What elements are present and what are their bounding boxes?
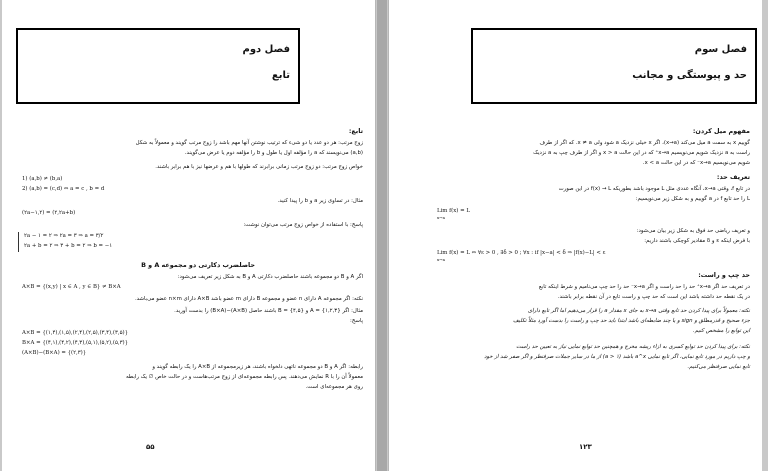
- text-line: روی هر مجموعه‌ای است.: [305, 384, 363, 390]
- formula-line: ۲a + b = ۲ ⇒ ۳ + b = ۲ ⇒ b = −۱: [24, 243, 113, 249]
- text-line: معمولاً آن را با R نمایش می‌دهند. پس رابطه مجموعه‌ای از زوج مرتب‌هاست و در حالت خاص ∅ یک رابطه: [126, 374, 363, 380]
- formula-line: B×A = {(۴,۱),(۴,۲),(۴,۳),(۵,۱),(۵,۲),(۵,۳)}: [22, 340, 129, 346]
- formula-subscript: x→a: [437, 215, 445, 220]
- right-page: [388, 0, 762, 471]
- text-line: زوج مرتب: هر دو عدد یا دو شیء که ترتیب نوشتن آنها مهم باشد را زوج مرتب گویند و معمولاً به شکل: [135, 140, 363, 146]
- text-line: خواص زوج مرتب: دو زوج مرتب زمانی برابرند که طولها با هم و عرضها نیز با هم برابر باشند.: [155, 164, 363, 170]
- example-line: مثال: اگر {۱,۲,۳} = A و {۴,۵} = B باشند حاصل (A×B)−(B×A) را بدست آورید.: [174, 308, 363, 314]
- chapter-title: فصل سوم: [694, 44, 747, 55]
- section-heading: مفهوم میل کردن:: [692, 127, 750, 135]
- text-line: گوییم x به سمت a میل می‌کند (x→a)، اگر x خیلی نزدیک a شود ولی x ≠ a. که اگر از طرف: [539, 140, 750, 146]
- text-line: رابطه: اگر A و B دو مجموعه ناتهی دلخواه باشند، هر زیرمجموعه از A×B را یک رابطه گویند و: [152, 364, 363, 370]
- formula-line: A×B = {(x,y) | x ∈ A , y ∈ B} ≠ B×A: [22, 284, 121, 290]
- equation-system-brace: [18, 232, 19, 252]
- formula-subscript: x→a: [437, 257, 445, 262]
- text-line: در تعریف حد اگر x→a⁺ حد را حد راست و اگر x→a⁻ حد را حد چپ می‌نامیم و شرط اینکه تابع: [538, 284, 750, 290]
- section-heading: حاصلضرب دکارتی دو مجموعه A و B: [141, 261, 255, 269]
- formula-line: Lim f(x) = L: [437, 208, 470, 214]
- answer-line: پاسخ:: [350, 318, 363, 324]
- formula-line: A×B = {(۱,۴),(۱,۵),(۲,۴),(۲,۵),(۳,۴),(۳,۵)}: [22, 330, 129, 336]
- note-line: این توابع را مشخص کنیم.: [692, 328, 750, 334]
- note-line: تابع نمایی صرفنظر می‌کنیم.: [687, 364, 750, 370]
- chapter-header-box: [16, 28, 300, 104]
- chapter-subtitle: حد و پیوستگی و مجانب: [632, 70, 747, 81]
- chapter-header-box: [471, 28, 757, 104]
- note-line: نکته: معمولاً برای پیدا کردن حد تابع وقتی x→a به جای x مقدار a را قرار می‌دهیم اما اگر تابع دارای: [527, 308, 750, 314]
- formula-line: 1) (a,b) ≠ (b,a): [22, 176, 63, 182]
- text-line: (a,b) می‌نویسند که a را مؤلفه اول یا طول و b را مؤلفه دوم یا عرض می‌گویند.: [184, 150, 363, 156]
- text-line: با فرض اینکه ε و δ مقادیر کوچکی باشند داریم:: [644, 238, 750, 244]
- note-line: نکته: اگر مجموعه A دارای n عضو و مجموعه B دارای m عضو باشد A×B دارای n×m عضو می‌باشد.: [134, 296, 363, 302]
- text-line: در یک نقطه حد داشته باشد این است که حد چپ و راست تابع در آن نقطه برابر باشند.: [557, 294, 750, 300]
- formula-line: 2) (a,b) = (c,d) ⇔ a = c , b = d: [22, 186, 105, 192]
- note-line: جزء صحیح و قدرمطلق و sign و یا چند ضابطه‌ای باشد ابتدا باید حد چپ و راست را بدست آورد مثلاً تکلیف: [512, 318, 750, 324]
- example-line: مثال: در تساوی زیر a و b را پیدا کنید.: [277, 198, 363, 204]
- answer-line: پاسخ: با استفاده از خواص زوج مرتب می‌توان نوشت:: [243, 222, 363, 228]
- section-heading: تابع:: [348, 127, 363, 135]
- section-heading: حد چپ و راست:: [698, 271, 750, 279]
- text-line: شویم می‌نویسیم x→a⁻ که در این حالت x < a.: [642, 160, 750, 166]
- formula-line: (A×B)−(B×A) = {(۲,۳)}: [22, 350, 87, 356]
- text-line: و تعریف ریاضی حد فوق به شکل زیر بیان می‌شود:: [636, 228, 750, 234]
- left-page: [2, 0, 376, 471]
- chapter-subtitle: تابع: [271, 70, 290, 81]
- page-number: ۵۵: [146, 443, 155, 451]
- formula-line: Lim f(x) = L ⇔ ∀ε > 0 , ∃δ > 0 ; ∀x : if |x−a| < δ ⇒ |f(x)−L| < ε: [437, 250, 606, 256]
- note-line: و چپ داریم در مورد تابع نمایی، اگر تابع نمایی a^x باشد (a > ۱) از ما در سایر جملات صرفنظر و اگر صفر شد از خود: [484, 354, 750, 360]
- text-line: در تابع f، وقتی x→a، آنگاه عددی مثل L موجود باشد بطوریکه f(x) → L در این صورت: [558, 186, 750, 192]
- text-line: اگر A و B دو مجموعه باشند حاصلضرب دکارتی A و B به شکل زیر تعریف می‌شود:: [177, 274, 363, 280]
- formula-line: (۲a−۱,۲) = (۲,۲a+b): [22, 210, 76, 216]
- note-line: نکته: برای پیدا کردن حد توابع کسری به ازاء ریشه مخرج و همچنین حد توابع نمایی نیاز به تعیین حد راست: [516, 344, 750, 350]
- section-heading: تعریف حد:: [716, 173, 750, 181]
- chapter-title: فصل دوم: [242, 44, 290, 55]
- page-number: ۱۲۳: [579, 443, 592, 451]
- page-gutter: [377, 0, 387, 471]
- text-line: راست به a نزدیک شویم می‌نویسیم x→a⁺ که در این حالت x > a و اگر از طرف چپ به a نزدیک: [533, 150, 750, 156]
- text-line: L را حد تابع f در a گوییم و به شکل زیر می‌نویسیم:: [635, 196, 750, 202]
- formula-line: ۲a − ۱ = ۲ ⇒ ۲a = ۳ ⇒ a = ۳/۲: [24, 233, 104, 239]
